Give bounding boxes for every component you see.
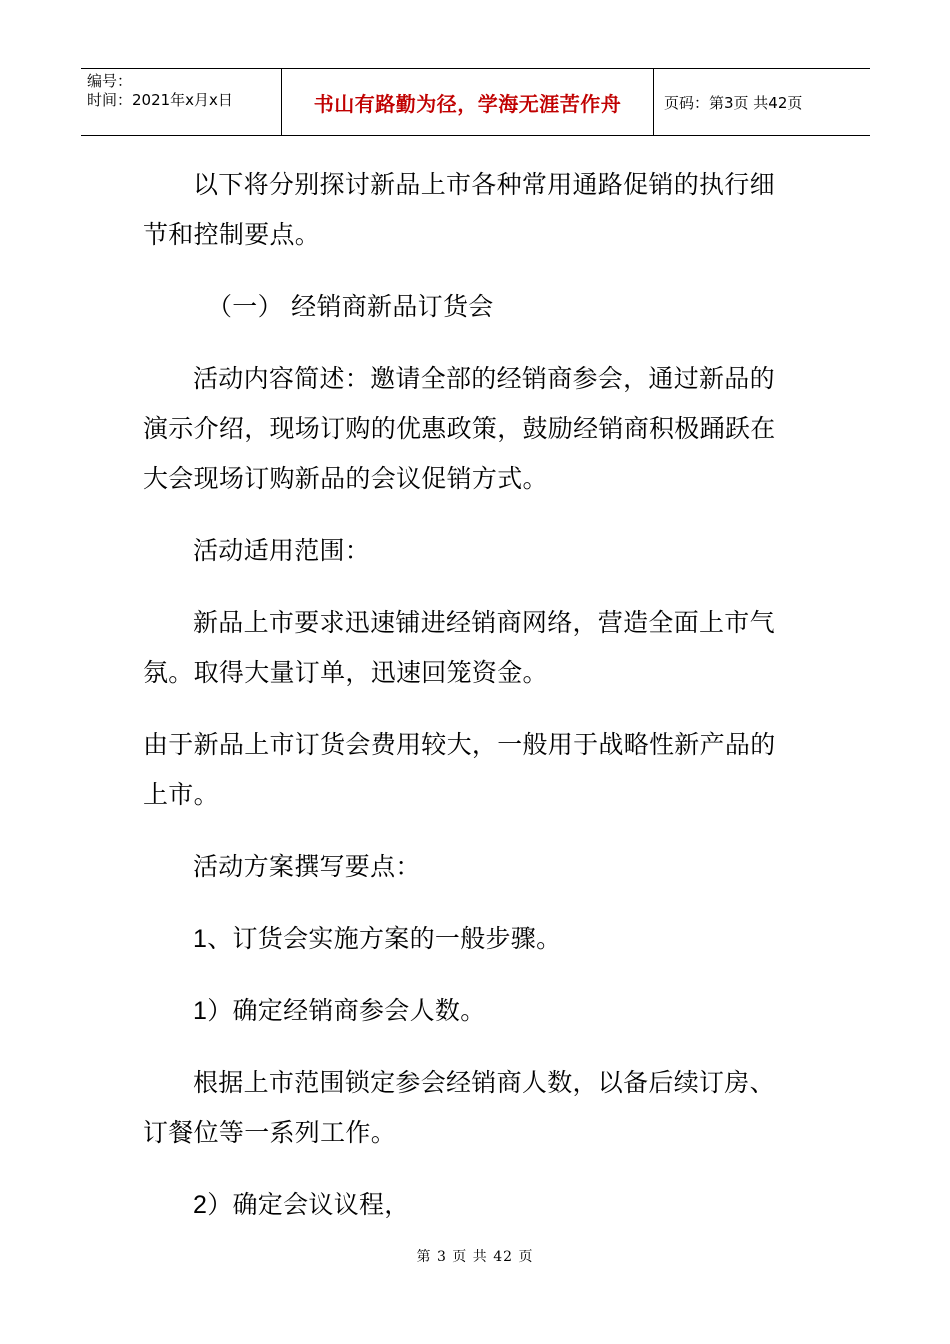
paragraph-cost-note: 由于新品上市订货会费用较大，一般用于战略性新产品的上市。 bbox=[143, 730, 776, 809]
document-body bbox=[143, 160, 793, 1252]
page-footer: 第 3 页 共 42 页 bbox=[416, 1249, 534, 1265]
paragraph-intro: 以下将分别探讨新品上市各种常用通路促销的执行细节和控制要点。 bbox=[143, 170, 775, 249]
paragraph-attendee-count: 根据上市范围锁定参会经销商人数，以备后续订房、订餐位等一系列工作。 bbox=[143, 1068, 775, 1147]
header-page-info: 页码：第3页 共42页 bbox=[664, 93, 803, 112]
header-meta bbox=[81, 69, 281, 135]
paragraph-activity-summary: 活动内容简述：邀请全部的经销商参会，通过新品的演示介绍，现场订购的优惠政策，鼓励经销商积极踊跃在大会现场订购新品的会议促销方式。 bbox=[143, 364, 776, 493]
header-motto: 书山有路勤为径，学海无涯苦作舟 bbox=[281, 69, 654, 135]
paragraph-scope-heading: 活动适用范围： bbox=[193, 536, 371, 565]
section-heading: （一） 经销商新品订货会 bbox=[207, 292, 494, 321]
paragraph-scope-detail: 新品上市要求迅速铺进经销商网络，营造全面上市气氛。取得大量订单，迅速回笼资金。 bbox=[143, 608, 775, 687]
header-time-label: 时间：2021年x月x日 bbox=[87, 91, 233, 109]
list-item-substep-1: 1）确定经销商参会人数。 bbox=[193, 997, 486, 1025]
document-header bbox=[81, 68, 870, 136]
header-number-label: 编号： bbox=[87, 72, 133, 90]
list-item-substep-2: 2）确定会议议程， bbox=[193, 1191, 410, 1219]
paragraph-plan-heading: 活动方案撰写要点： bbox=[193, 852, 421, 881]
list-item-step-1: 1、订货会实施方案的一般步骤。 bbox=[193, 925, 562, 953]
